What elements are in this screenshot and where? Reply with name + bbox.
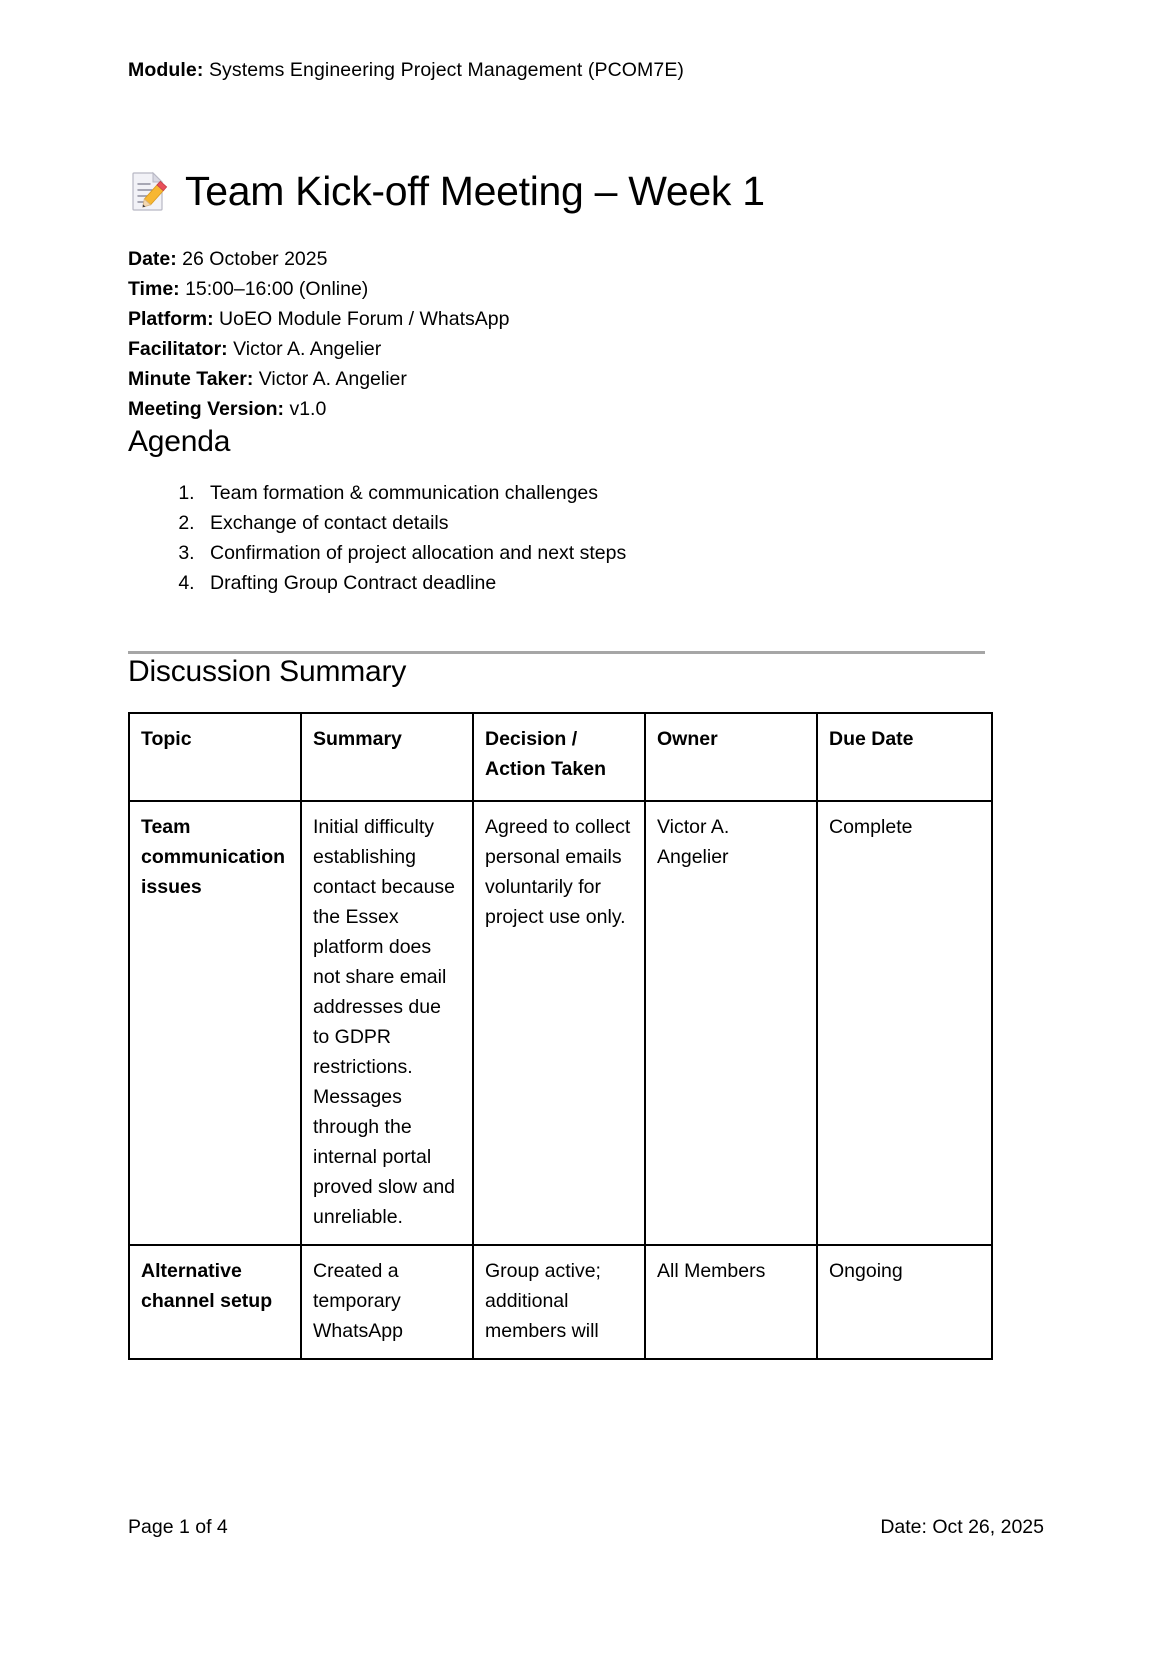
cell-decision: Agreed to collect personal emails voluntarily for project use only. (473, 801, 645, 1245)
meta-label-platform: Platform: (128, 308, 214, 330)
module-value: Systems Engineering Project Management (PCOM7E) (203, 59, 685, 81)
meta-value-meeting-version: v1.0 (284, 398, 327, 420)
column-header-decision: Decision / Action Taken (473, 713, 645, 801)
footer-page-number: Page 1 of 4 (128, 1516, 228, 1538)
table-row (129, 801, 992, 1245)
column-header-topic: Topic (129, 713, 301, 801)
cell-owner: All Members (645, 1245, 817, 1359)
meta-row-time (128, 274, 1044, 304)
meta-value-date: 26 October 2025 (176, 248, 328, 270)
meta-row-date (128, 244, 1044, 274)
memo-icon (128, 170, 168, 212)
meta-row-meeting-version (128, 394, 1044, 424)
page-title (128, 166, 1044, 216)
cell-summary: Initial difficulty establishing contact because the Essex platform does not share email addresses due to GDPR restrictions. Messages through the internal portal proved slow and unreliable. (301, 801, 473, 1245)
meta-value-time: 15:00–16:00 (Online) (179, 278, 369, 300)
discussion-summary-heading: Discussion Summary (128, 655, 407, 688)
cell-summary: Created a temporary WhatsApp (301, 1245, 473, 1359)
column-header-owner: Owner (645, 713, 817, 801)
page-title-text: Team Kick-off Meeting – Week 1 (185, 168, 765, 214)
meta-value-platform: UoEO Module Forum / WhatsApp (213, 308, 510, 330)
cell-due-date: Complete (817, 801, 992, 1245)
list-item: 1. Team formation & communication challenges (200, 478, 1044, 508)
meta-row-platform (128, 304, 1044, 334)
agenda-heading: Agenda (128, 425, 231, 458)
meta-row-minute-taker (128, 364, 1044, 394)
cell-owner: Victor A. Angelier (645, 801, 817, 1245)
module-label: Module: (128, 59, 204, 81)
discussion-summary-table (128, 712, 993, 1360)
meta-label-meeting-version: Meeting Version: (128, 398, 285, 420)
table-header-row (129, 713, 992, 801)
cell-decision: Group active; additional members will (473, 1245, 645, 1359)
cell-topic: Team communication issues (129, 801, 301, 1245)
cell-due-date: Ongoing (817, 1245, 992, 1359)
meta-row-facilitator (128, 334, 1044, 364)
module-header (128, 56, 1044, 84)
list-item: 4. Drafting Group Contract deadline (200, 568, 1044, 598)
agenda-list (128, 478, 1044, 598)
column-header-due-date: Due Date (817, 713, 992, 801)
meta-value-minute-taker: Victor A. Angelier (253, 368, 407, 390)
table-row (129, 1245, 992, 1359)
meta-label-date: Date: (128, 248, 177, 270)
meeting-metadata (128, 244, 1044, 424)
meta-label-facilitator: Facilitator: (128, 338, 228, 360)
list-item: 3. Confirmation of project allocation and next steps (200, 538, 1044, 568)
meta-label-time: Time: (128, 278, 180, 300)
list-item: 2. Exchange of contact details (200, 508, 1044, 538)
meta-value-facilitator: Victor A. Angelier (227, 338, 382, 360)
footer-date: Date: Oct 26, 2025 (880, 1516, 1044, 1538)
column-header-summary: Summary (301, 713, 473, 801)
meta-label-minute-taker: Minute Taker: (128, 368, 254, 390)
cell-topic: Alternative channel setup (129, 1245, 301, 1359)
page-footer (128, 1514, 1044, 1540)
